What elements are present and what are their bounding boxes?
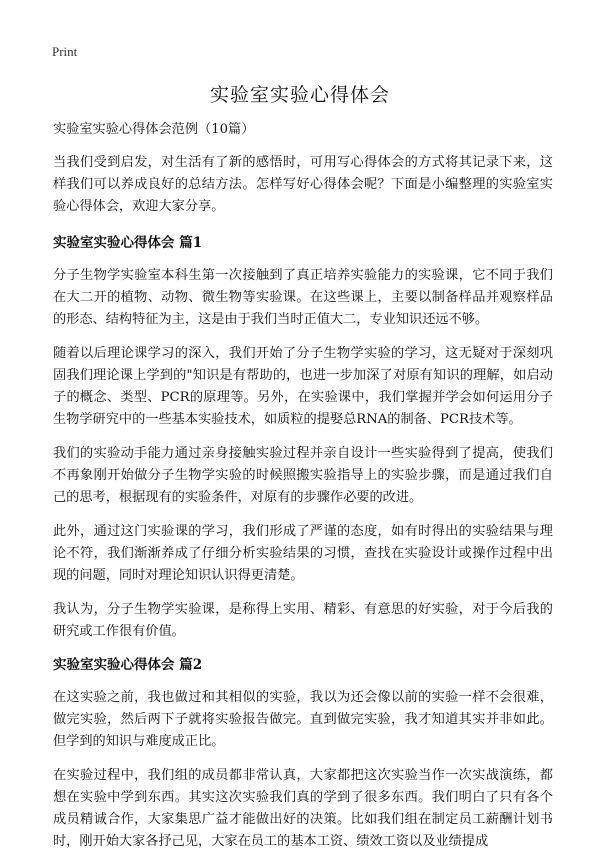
page-title: 实验室实验心得体会 bbox=[209, 84, 390, 106]
section-1 bbox=[53, 233, 553, 643]
paragraph: 在这实验之前，我也做过和其相似的实验，我以为还会像以前的实验一样不会很难，做完实验，然后两下子就将实验报告做完。直到做完实验，我才知道其实并非如此。但学到的知识与难度成正比。 bbox=[53, 690, 553, 749]
print-link[interactable]: Print bbox=[52, 44, 78, 59]
section-2 bbox=[53, 655, 553, 853]
paragraph: 随着以后理论课学习的深入，我们开始了分子生物学实验的学习，这无疑对于深刻巩固我们理论课上学到的"知识是有帮助的，也进一步加深了对原有知识的理解，如启动子的概念、类型、PCR的原理等。另外，在实验课中，我们掌握并学会如何运用分子生物学研究中的一些基本实验技术，如质粒的提娶总RNA的制备、PCR技术等。 bbox=[53, 346, 553, 427]
paragraph: 我认为，分子生物学实验课，是称得上实用、精彩、有意思的好实验，对于今后我的研究或工作很有价值。 bbox=[53, 602, 553, 639]
document-subtitle: 实验室实验心得体会范例（10篇） bbox=[53, 122, 255, 137]
section-heading: 实验室实验心得体会 篇1 bbox=[53, 235, 203, 251]
document-body bbox=[53, 120, 553, 865]
paragraph: 我们的实验动手能力通过亲身接触实验过程并亲自设计一些实验得到了提高，使我们不再象刚开始做分子生物学实验的时候照搬实验指导上的实验步骤，而是通过我们自己的思考，根据现有的实验条件，对原有的步骤作必要的改进。 bbox=[53, 446, 553, 505]
intro-paragraph: 当我们受到启发，对生活有了新的感悟时，可用写心得体会的方式将其记录下来，这样我们可以养成良好的总结方法。怎样写好心得体会呢？下面是小编整理的实验室实验心得体会，欢迎大家分享。 bbox=[53, 155, 553, 214]
paragraph: 分子生物学实验室本科生第一次接触到了真正培养实验能力的实验课，它不同于我们在大二开的植物、动物、微生物等实验课。在这些课上，主要以制备样品并观察样品的形态、结构特征为主，这是由于我们当时正值大二，专业知识还远不够。 bbox=[53, 268, 553, 327]
section-heading: 实验室实验心得体会 篇2 bbox=[53, 657, 203, 673]
paragraph: 在实验过程中，我们组的成员都非常认真，大家都把这次实验当作一次实战演练，都想在实验中学到东西。其实这次实验我们真的学到了很多东西。我们明白了只有各个成员精诚合作，大家集思广益才能做出好的决策。比如我们组在制定员工薪酬计划书时，刚开始大家各抒己见，大家在员工的基本工资、绩效工资以及业绩提成 bbox=[53, 768, 553, 849]
paragraph: 此外，通过这门实验课的学习，我们形成了严谨的态度，如有时得出的实验结果与理论不符，我们渐渐养成了仔细分析实验结果的习惯，查找在实验设计或操作过程中出现的问题，同时对理论知识认识得更清楚。 bbox=[53, 524, 553, 583]
